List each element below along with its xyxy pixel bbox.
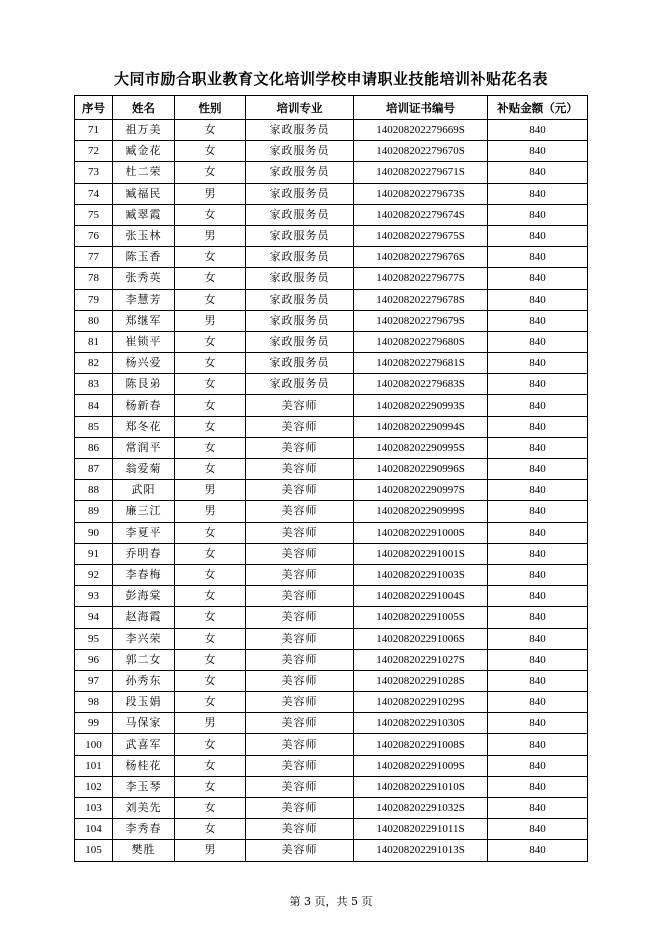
row-amount-cell: 840	[488, 607, 588, 628]
row-certificate-cell: 140208202291032S	[354, 798, 488, 819]
row-name-cell: 李秀春	[113, 819, 175, 840]
row-gender-cell: 男	[175, 713, 246, 734]
row-index-cell: 76	[75, 225, 113, 246]
row-index-cell: 98	[75, 692, 113, 713]
table-row	[75, 459, 588, 480]
row-gender-cell: 女	[175, 120, 246, 141]
row-name-cell: 杨新春	[113, 395, 175, 416]
table-row	[75, 416, 588, 437]
row-index-cell: 87	[75, 459, 113, 480]
row-major-cell: 家政服务员	[246, 225, 354, 246]
row-certificate-cell: 140208202290999S	[354, 501, 488, 522]
row-major-cell: 美容师	[246, 501, 354, 522]
row-amount-cell: 840	[488, 395, 588, 416]
row-major-cell: 美容师	[246, 522, 354, 543]
row-amount-cell: 840	[488, 416, 588, 437]
row-major-cell: 美容师	[246, 713, 354, 734]
row-gender-cell: 女	[175, 247, 246, 268]
table-row	[75, 586, 588, 607]
row-gender-cell: 女	[175, 395, 246, 416]
col-header-amount: 补贴金额（元）	[488, 96, 588, 120]
col-header-gender: 性别	[175, 96, 246, 120]
row-index-cell: 85	[75, 416, 113, 437]
table-row	[75, 501, 588, 522]
row-amount-cell: 840	[488, 670, 588, 691]
row-major-cell: 美容师	[246, 755, 354, 776]
table-row	[75, 607, 588, 628]
row-gender-cell: 女	[175, 607, 246, 628]
row-certificate-cell: 140208202291029S	[354, 692, 488, 713]
row-certificate-cell: 140208202291001S	[354, 543, 488, 564]
row-name-cell: 马保家	[113, 713, 175, 734]
row-amount-cell: 840	[488, 628, 588, 649]
row-name-cell: 张玉林	[113, 225, 175, 246]
row-gender-cell: 男	[175, 501, 246, 522]
row-certificate-cell: 140208202291000S	[354, 522, 488, 543]
row-amount-cell: 840	[488, 480, 588, 501]
col-header-major: 培训专业	[246, 96, 354, 120]
row-index-cell: 99	[75, 713, 113, 734]
row-major-cell: 美容师	[246, 734, 354, 755]
row-index-cell: 89	[75, 501, 113, 522]
table-row	[75, 670, 588, 691]
row-major-cell: 家政服务员	[246, 331, 354, 352]
row-certificate-cell: 140208202279674S	[354, 204, 488, 225]
row-gender-cell: 女	[175, 798, 246, 819]
row-major-cell: 美容师	[246, 416, 354, 437]
row-amount-cell: 840	[488, 755, 588, 776]
row-major-cell: 家政服务员	[246, 141, 354, 162]
row-major-cell: 美容师	[246, 395, 354, 416]
row-index-cell: 96	[75, 649, 113, 670]
row-major-cell: 美容师	[246, 607, 354, 628]
row-name-cell: 祖万美	[113, 120, 175, 141]
row-major-cell: 美容师	[246, 586, 354, 607]
row-name-cell: 李春梅	[113, 564, 175, 585]
table-row	[75, 268, 588, 289]
row-certificate-cell: 140208202291008S	[354, 734, 488, 755]
row-certificate-cell: 140208202279673S	[354, 183, 488, 204]
row-name-cell: 乔明春	[113, 543, 175, 564]
row-name-cell: 赵海霞	[113, 607, 175, 628]
row-index-cell: 101	[75, 755, 113, 776]
row-gender-cell: 男	[175, 225, 246, 246]
row-index-cell: 92	[75, 564, 113, 585]
row-amount-cell: 840	[488, 310, 588, 331]
row-certificate-cell: 140208202290995S	[354, 437, 488, 458]
row-amount-cell: 840	[488, 798, 588, 819]
row-major-cell: 美容师	[246, 459, 354, 480]
row-gender-cell: 女	[175, 268, 246, 289]
row-gender-cell: 男	[175, 310, 246, 331]
row-gender-cell: 女	[175, 162, 246, 183]
row-amount-cell: 840	[488, 183, 588, 204]
row-gender-cell: 女	[175, 628, 246, 649]
row-amount-cell: 840	[488, 734, 588, 755]
table-row	[75, 395, 588, 416]
row-amount-cell: 840	[488, 692, 588, 713]
row-amount-cell: 840	[488, 649, 588, 670]
row-amount-cell: 840	[488, 225, 588, 246]
row-index-cell: 83	[75, 374, 113, 395]
row-certificate-cell: 140208202290997S	[354, 480, 488, 501]
row-certificate-cell: 140208202279679S	[354, 310, 488, 331]
row-amount-cell: 840	[488, 268, 588, 289]
row-certificate-cell: 140208202291010S	[354, 776, 488, 797]
row-gender-cell: 女	[175, 522, 246, 543]
row-index-cell: 95	[75, 628, 113, 649]
row-major-cell: 家政服务员	[246, 247, 354, 268]
table-row	[75, 289, 588, 310]
row-name-cell: 段玉娟	[113, 692, 175, 713]
row-name-cell: 郭二女	[113, 649, 175, 670]
row-major-cell: 美容师	[246, 819, 354, 840]
row-gender-cell: 男	[175, 840, 246, 861]
row-gender-cell: 女	[175, 204, 246, 225]
table-row	[75, 522, 588, 543]
row-certificate-cell: 140208202291013S	[354, 840, 488, 861]
row-amount-cell: 840	[488, 141, 588, 162]
row-index-cell: 84	[75, 395, 113, 416]
row-gender-cell: 女	[175, 776, 246, 797]
row-gender-cell: 女	[175, 755, 246, 776]
row-index-cell: 91	[75, 543, 113, 564]
row-certificate-cell: 140208202291009S	[354, 755, 488, 776]
table-row	[75, 141, 588, 162]
col-header-name: 姓名	[113, 96, 175, 120]
row-gender-cell: 女	[175, 564, 246, 585]
row-index-cell: 79	[75, 289, 113, 310]
row-major-cell: 家政服务员	[246, 353, 354, 374]
row-index-cell: 90	[75, 522, 113, 543]
table-row	[75, 353, 588, 374]
row-name-cell: 孙秀东	[113, 670, 175, 691]
row-amount-cell: 840	[488, 331, 588, 352]
row-major-cell: 家政服务员	[246, 374, 354, 395]
row-major-cell: 美容师	[246, 543, 354, 564]
row-amount-cell: 840	[488, 204, 588, 225]
row-index-cell: 74	[75, 183, 113, 204]
row-name-cell: 刘美先	[113, 798, 175, 819]
row-name-cell: 臧金花	[113, 141, 175, 162]
row-name-cell: 翁爱菊	[113, 459, 175, 480]
row-gender-cell: 女	[175, 459, 246, 480]
table-row	[75, 204, 588, 225]
table-row	[75, 374, 588, 395]
row-name-cell: 郑继军	[113, 310, 175, 331]
row-gender-cell: 女	[175, 543, 246, 564]
row-amount-cell: 840	[488, 522, 588, 543]
row-name-cell: 李玉琴	[113, 776, 175, 797]
row-certificate-cell: 140208202291030S	[354, 713, 488, 734]
row-name-cell: 武阳	[113, 480, 175, 501]
row-certificate-cell: 140208202279683S	[354, 374, 488, 395]
row-index-cell: 104	[75, 819, 113, 840]
row-amount-cell: 840	[488, 120, 588, 141]
row-index-cell: 75	[75, 204, 113, 225]
row-major-cell: 美容师	[246, 628, 354, 649]
row-name-cell: 李夏平	[113, 522, 175, 543]
table-row	[75, 331, 588, 352]
row-gender-cell: 女	[175, 649, 246, 670]
row-amount-cell: 840	[488, 819, 588, 840]
table-row	[75, 247, 588, 268]
row-name-cell: 杜二荣	[113, 162, 175, 183]
table-row	[75, 120, 588, 141]
header-row	[75, 96, 588, 120]
row-amount-cell: 840	[488, 289, 588, 310]
row-index-cell: 81	[75, 331, 113, 352]
row-index-cell: 78	[75, 268, 113, 289]
row-certificate-cell: 140208202290996S	[354, 459, 488, 480]
row-certificate-cell: 140208202291004S	[354, 586, 488, 607]
row-gender-cell: 女	[175, 374, 246, 395]
table-row	[75, 437, 588, 458]
row-certificate-cell: 140208202291005S	[354, 607, 488, 628]
row-major-cell: 家政服务员	[246, 268, 354, 289]
table-row	[75, 183, 588, 204]
table-row	[75, 628, 588, 649]
row-name-cell: 郑冬花	[113, 416, 175, 437]
row-certificate-cell: 140208202279680S	[354, 331, 488, 352]
row-name-cell: 臧福民	[113, 183, 175, 204]
row-major-cell: 家政服务员	[246, 120, 354, 141]
row-certificate-cell: 140208202279671S	[354, 162, 488, 183]
row-certificate-cell: 140208202279669S	[354, 120, 488, 141]
row-amount-cell: 840	[488, 459, 588, 480]
row-major-cell: 美容师	[246, 564, 354, 585]
table-row	[75, 162, 588, 183]
row-name-cell: 常润平	[113, 437, 175, 458]
row-certificate-cell: 140208202291028S	[354, 670, 488, 691]
row-name-cell: 杨兴爱	[113, 353, 175, 374]
row-index-cell: 97	[75, 670, 113, 691]
table-row	[75, 819, 588, 840]
row-major-cell: 美容师	[246, 776, 354, 797]
row-gender-cell: 男	[175, 480, 246, 501]
row-major-cell: 美容师	[246, 649, 354, 670]
row-index-cell: 100	[75, 734, 113, 755]
row-gender-cell: 女	[175, 670, 246, 691]
row-index-cell: 71	[75, 120, 113, 141]
row-index-cell: 80	[75, 310, 113, 331]
table-row	[75, 755, 588, 776]
row-gender-cell: 女	[175, 586, 246, 607]
row-name-cell: 杨桂花	[113, 755, 175, 776]
row-major-cell: 家政服务员	[246, 289, 354, 310]
row-amount-cell: 840	[488, 374, 588, 395]
row-gender-cell: 女	[175, 819, 246, 840]
table-row	[75, 798, 588, 819]
row-major-cell: 家政服务员	[246, 310, 354, 331]
row-name-cell: 陈玉香	[113, 247, 175, 268]
row-amount-cell: 840	[488, 247, 588, 268]
row-major-cell: 美容师	[246, 437, 354, 458]
table-row	[75, 480, 588, 501]
table-row	[75, 713, 588, 734]
row-name-cell: 李兴荣	[113, 628, 175, 649]
row-gender-cell: 女	[175, 141, 246, 162]
table-body	[75, 120, 588, 862]
row-amount-cell: 840	[488, 162, 588, 183]
row-index-cell: 103	[75, 798, 113, 819]
row-amount-cell: 840	[488, 586, 588, 607]
row-index-cell: 102	[75, 776, 113, 797]
row-name-cell: 陈艮弟	[113, 374, 175, 395]
row-certificate-cell: 140208202279678S	[354, 289, 488, 310]
row-certificate-cell: 140208202291006S	[354, 628, 488, 649]
row-gender-cell: 女	[175, 416, 246, 437]
row-name-cell: 臧翠霞	[113, 204, 175, 225]
row-name-cell: 李慧芳	[113, 289, 175, 310]
row-gender-cell: 女	[175, 289, 246, 310]
row-gender-cell: 女	[175, 353, 246, 374]
row-amount-cell: 840	[488, 776, 588, 797]
row-index-cell: 77	[75, 247, 113, 268]
row-certificate-cell: 140208202279677S	[354, 268, 488, 289]
table-header	[75, 96, 588, 120]
row-major-cell: 美容师	[246, 480, 354, 501]
row-index-cell: 105	[75, 840, 113, 861]
table-row	[75, 734, 588, 755]
page-footer: 第 3 页，共 5 页	[289, 895, 373, 908]
row-index-cell: 73	[75, 162, 113, 183]
row-index-cell: 93	[75, 586, 113, 607]
row-certificate-cell: 140208202291027S	[354, 649, 488, 670]
table-row	[75, 692, 588, 713]
row-gender-cell: 女	[175, 437, 246, 458]
row-amount-cell: 840	[488, 840, 588, 861]
row-name-cell: 廉三江	[113, 501, 175, 522]
row-certificate-cell: 140208202290993S	[354, 395, 488, 416]
row-index-cell: 82	[75, 353, 113, 374]
subsidy-roster-table	[74, 95, 588, 862]
row-certificate-cell: 140208202291003S	[354, 564, 488, 585]
col-header-certificate: 培训证书编号	[354, 96, 488, 120]
row-name-cell: 武喜军	[113, 734, 175, 755]
row-certificate-cell: 140208202279681S	[354, 353, 488, 374]
table-row	[75, 310, 588, 331]
row-amount-cell: 840	[488, 353, 588, 374]
table-row	[75, 543, 588, 564]
row-certificate-cell: 140208202279670S	[354, 141, 488, 162]
table-row	[75, 776, 588, 797]
row-major-cell: 美容师	[246, 798, 354, 819]
row-index-cell: 86	[75, 437, 113, 458]
row-major-cell: 家政服务员	[246, 162, 354, 183]
row-name-cell: 崔锁平	[113, 331, 175, 352]
row-name-cell: 张秀英	[113, 268, 175, 289]
row-index-cell: 72	[75, 141, 113, 162]
row-gender-cell: 女	[175, 692, 246, 713]
row-major-cell: 家政服务员	[246, 204, 354, 225]
row-certificate-cell: 140208202279675S	[354, 225, 488, 246]
row-gender-cell: 男	[175, 183, 246, 204]
row-amount-cell: 840	[488, 437, 588, 458]
row-amount-cell: 840	[488, 713, 588, 734]
row-gender-cell: 女	[175, 734, 246, 755]
table-row	[75, 225, 588, 246]
row-name-cell: 彭海棠	[113, 586, 175, 607]
row-amount-cell: 840	[488, 564, 588, 585]
row-major-cell: 美容师	[246, 692, 354, 713]
row-certificate-cell: 140208202290994S	[354, 416, 488, 437]
table-row	[75, 840, 588, 861]
row-certificate-cell: 140208202279676S	[354, 247, 488, 268]
row-index-cell: 94	[75, 607, 113, 628]
row-amount-cell: 840	[488, 543, 588, 564]
row-major-cell: 美容师	[246, 840, 354, 861]
row-certificate-cell: 140208202291011S	[354, 819, 488, 840]
row-gender-cell: 女	[175, 331, 246, 352]
table-row	[75, 649, 588, 670]
col-header-index: 序号	[75, 96, 113, 120]
row-index-cell: 88	[75, 480, 113, 501]
row-major-cell: 家政服务员	[246, 183, 354, 204]
row-name-cell: 樊胜	[113, 840, 175, 861]
row-major-cell: 美容师	[246, 670, 354, 691]
table-row	[75, 564, 588, 585]
document-title: 大同市励合职业教育文化培训学校申请职业技能培训补贴花名表	[113, 70, 548, 88]
row-amount-cell: 840	[488, 501, 588, 522]
